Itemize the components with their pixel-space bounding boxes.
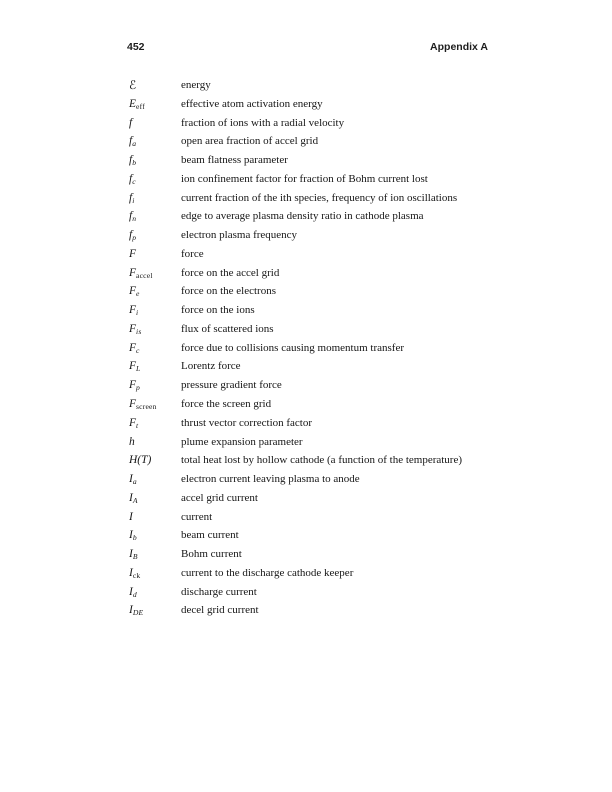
- symbol: [129, 564, 181, 583]
- definition: edge to average plasma density ratio in cathode plasma: [181, 210, 424, 223]
- symbol: [129, 526, 181, 545]
- definition: accel grid current: [181, 491, 258, 504]
- list-item: [129, 132, 511, 151]
- definition: thrust vector correction factor: [181, 416, 313, 429]
- symbol-subscript: n: [132, 214, 137, 224]
- list-item: [129, 451, 511, 470]
- symbol-base: I: [129, 604, 133, 617]
- symbol-subscript: b: [132, 158, 137, 168]
- list-item: [129, 545, 511, 564]
- symbol: [129, 433, 181, 452]
- definition: Lorentz force: [181, 360, 241, 373]
- symbol-base: F: [129, 285, 137, 298]
- definition: electron current leaving plasma to anode: [181, 473, 360, 486]
- symbol: [129, 189, 181, 208]
- symbol-base: F: [129, 416, 137, 429]
- symbol-subscript: e: [136, 289, 140, 299]
- definition: force: [181, 247, 204, 260]
- symbol-base: f: [129, 135, 133, 148]
- definition: electron plasma frequency: [181, 229, 298, 242]
- header-title: Appendix A: [430, 41, 488, 53]
- definition: current: [181, 510, 213, 523]
- list-item: [129, 151, 511, 170]
- symbol-subscript: c: [132, 176, 136, 186]
- symbol-base: F: [129, 304, 137, 317]
- nomenclature-list: [129, 76, 511, 620]
- symbol-subscript: DE: [132, 608, 144, 618]
- list-item: [129, 114, 511, 133]
- symbol-base: F: [129, 247, 137, 260]
- symbol-base: I: [129, 510, 133, 523]
- symbol-subscript: d: [132, 589, 137, 599]
- symbol: [129, 151, 181, 170]
- symbol-subscript: p: [136, 383, 141, 393]
- symbol-subscript: p: [132, 233, 137, 243]
- symbol: [129, 245, 181, 264]
- symbol: [129, 508, 181, 527]
- list-item: [129, 601, 511, 620]
- symbol-subscript: screen: [136, 402, 157, 412]
- symbol: [129, 601, 181, 620]
- symbol: [129, 357, 181, 376]
- symbol: [129, 264, 181, 283]
- symbol-subscript: t: [136, 420, 139, 430]
- symbol-subscript: L: [136, 364, 141, 374]
- definition: open area fraction of accel grid: [181, 135, 319, 148]
- list-item: [129, 301, 511, 320]
- list-item: [129, 583, 511, 602]
- definition: effective atom activation energy: [181, 97, 323, 110]
- definition: discharge current: [181, 585, 257, 598]
- definition: decel grid current: [181, 604, 259, 617]
- list-item: [129, 489, 511, 508]
- definition: force the screen grid: [181, 398, 272, 411]
- list-item: [129, 414, 511, 433]
- definition: plume expansion parameter: [181, 435, 303, 448]
- symbol: [129, 95, 181, 114]
- definition: force on the accel grid: [181, 266, 280, 279]
- symbol-base: F: [129, 360, 137, 373]
- list-item: [129, 170, 511, 189]
- symbol-base: F: [129, 266, 137, 279]
- definition: ion confinement factor for fraction of Bohm current lost: [181, 172, 428, 185]
- definition: Bohm current: [181, 548, 242, 561]
- symbol-base: F: [129, 398, 137, 411]
- symbol-base: H(T): [129, 454, 152, 467]
- symbol: [129, 226, 181, 245]
- definition: flux of scattered ions: [181, 322, 274, 335]
- list-item: [129, 508, 511, 527]
- list-item: [129, 564, 511, 583]
- symbol-base: f: [129, 191, 133, 204]
- definition: force on the ions: [181, 304, 255, 317]
- symbol-base: f: [129, 210, 133, 223]
- symbol-base: I: [129, 473, 133, 486]
- definition: force on the electrons: [181, 285, 276, 298]
- list-item: [129, 320, 511, 339]
- symbol-subscript: i: [132, 195, 135, 205]
- definition: pressure gradient force: [181, 379, 282, 392]
- list-item: [129, 264, 511, 283]
- symbol: [129, 339, 181, 358]
- list-item: [129, 245, 511, 264]
- definition: beam current: [181, 529, 239, 542]
- symbol-base: f: [129, 229, 133, 242]
- definition: total heat lost by hollow cathode (a function of the temperature): [181, 454, 463, 467]
- list-item: [129, 95, 511, 114]
- symbol-base: I: [129, 548, 133, 561]
- symbol-base: E: [129, 97, 137, 110]
- definition: energy: [181, 79, 211, 91]
- symbol-subscript: eff: [136, 101, 145, 111]
- symbol-base: F: [129, 322, 137, 335]
- symbol: [129, 414, 181, 433]
- symbol: [129, 320, 181, 339]
- list-item: [129, 395, 511, 414]
- symbol: [129, 207, 181, 226]
- list-item: [129, 282, 511, 301]
- page-header: [127, 41, 488, 53]
- symbol-base: I: [129, 491, 133, 504]
- list-item: [129, 339, 511, 358]
- symbol-subscript: b: [132, 533, 137, 543]
- symbol: [129, 395, 181, 414]
- symbol: [129, 76, 181, 95]
- symbol-subscript: a: [132, 139, 137, 149]
- symbol-subscript: accel: [136, 270, 153, 280]
- symbol-base: I: [129, 566, 133, 579]
- symbol-subscript: is: [136, 326, 142, 336]
- symbol: [129, 282, 181, 301]
- definition: fraction of ions with a radial velocity: [181, 116, 345, 129]
- symbol: [129, 170, 181, 189]
- list-item: [129, 207, 511, 226]
- symbol: [129, 545, 181, 564]
- list-item: [129, 433, 511, 452]
- list-item: [129, 189, 511, 208]
- symbol-base: F: [129, 379, 137, 392]
- definition: force due to collisions causing momentum transfer: [181, 341, 404, 354]
- symbol-base: f: [129, 154, 133, 167]
- page-number: 452: [127, 41, 145, 53]
- list-item: [129, 470, 511, 489]
- symbol: [129, 489, 181, 508]
- list-item: [129, 526, 511, 545]
- symbol-subscript: c: [136, 345, 140, 355]
- symbol-subscript: A: [132, 495, 138, 505]
- symbol: [129, 583, 181, 602]
- definition: beam flatness parameter: [181, 154, 288, 167]
- symbol-base: I: [129, 585, 133, 598]
- definition: current to the discharge cathode keeper: [181, 566, 354, 579]
- symbol-base: F: [129, 341, 137, 354]
- symbol: [129, 132, 181, 151]
- list-item: [129, 226, 511, 245]
- symbol: [129, 301, 181, 320]
- symbol-base: f: [129, 172, 133, 185]
- symbol-base: ℰ: [129, 78, 137, 92]
- list-item: [129, 76, 511, 95]
- symbol-base: h: [129, 435, 135, 448]
- symbol: [129, 470, 181, 489]
- list-item: [129, 376, 511, 395]
- symbol: [129, 376, 181, 395]
- symbol-subscript: a: [132, 477, 137, 487]
- symbol: [129, 451, 181, 470]
- symbol-subscript: B: [132, 552, 138, 562]
- symbol-subscript: i: [136, 308, 139, 318]
- symbol-base: I: [129, 529, 133, 542]
- list-item: [129, 357, 511, 376]
- symbol: [129, 114, 181, 133]
- definition: current fraction of the ith species, frequency of ion oscillations: [181, 191, 458, 204]
- symbol-base: f: [129, 116, 133, 129]
- symbol-subscript: ck: [132, 570, 141, 580]
